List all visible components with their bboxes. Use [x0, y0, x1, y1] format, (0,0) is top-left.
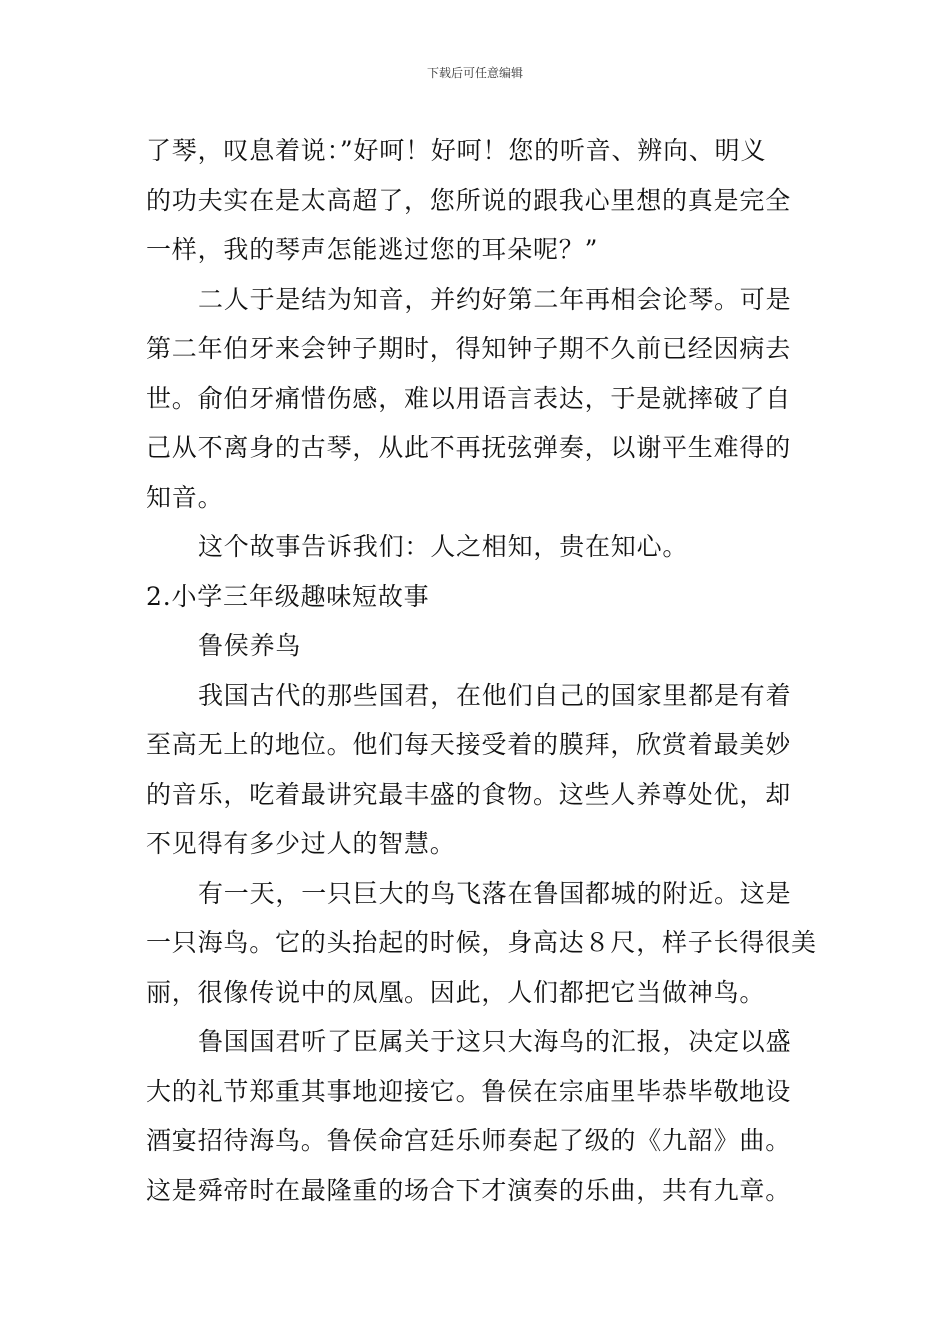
paragraph-start-line: 二人于是结为知音，并约好第二年再相会论琴。可是 — [198, 284, 792, 314]
text-line: 这是舜帝时在最隆重的场合下才演奏的乐曲，共有九章。 — [146, 1175, 792, 1205]
text-line: 的功夫实在是太高超了，您所说的跟我心里想的真是完全 — [146, 185, 792, 215]
text-line: 知音。 — [146, 482, 224, 512]
paragraph-start-line: 这个故事告诉我们：人之相知，贵在知心。 — [198, 532, 689, 561]
page-header: 下载后可任意编辑 — [426, 66, 523, 80]
text-line: 一样，我的琴声怎能逃过您的耳朵呢？” — [146, 235, 599, 264]
text-line: 己从不离身的古琴，从此不再抚弦弹奏，以谢平生难得的 — [146, 433, 792, 462]
text-line: 一只海鸟。它的头抬起的时候，身高达８尺，样子长得很美 — [146, 928, 817, 957]
document-body — [146, 126, 817, 1215]
paragraph-start-line: 有一天，一只巨大的鸟飞落在鲁国都城的附近。这是 — [198, 878, 792, 908]
text-line: 不见得有多少过人的智慧。 — [146, 829, 456, 858]
paragraph-start-line: 鲁国国君听了臣属关于这只大海鸟的汇报，决定以盛 — [198, 1027, 792, 1056]
paragraph-start-line: 我国古代的那些国君，在他们自己的国家里都是有着 — [198, 680, 792, 710]
text-line: 大的礼节郑重其事地迎接它。鲁侯在宗庙里毕恭毕敬地设 — [146, 1076, 792, 1106]
text-line: 的音乐，吃着最讲究最丰盛的食物。这些人养尊处优，却 — [146, 779, 792, 809]
section-heading: 2.小学三年级趣味短故事 — [146, 581, 430, 611]
text-line: 第二年伯牙来会钟子期时，得知钟子期不久前已经因病去 — [146, 334, 792, 363]
story-title: 鲁侯养鸟 — [198, 631, 302, 660]
text-line: 至高无上的地位。他们每天接受着的膜拜，欣赏着最美妙 — [146, 730, 792, 759]
text-line: 了琴，叹息着说：”好呵！好呵！您的听音、辨向、明义 — [146, 136, 767, 165]
text-line: 酒宴招待海鸟。鲁侯命宫廷乐师奏起了级的《九韶》曲。 — [146, 1126, 792, 1155]
text-line: 丽，很像传说中的凤凰。因此，人们都把它当做神鸟。 — [146, 977, 766, 1007]
text-line: 世。俞伯牙痛惜伤感，难以用语言表达，于是就摔破了自 — [146, 383, 792, 413]
